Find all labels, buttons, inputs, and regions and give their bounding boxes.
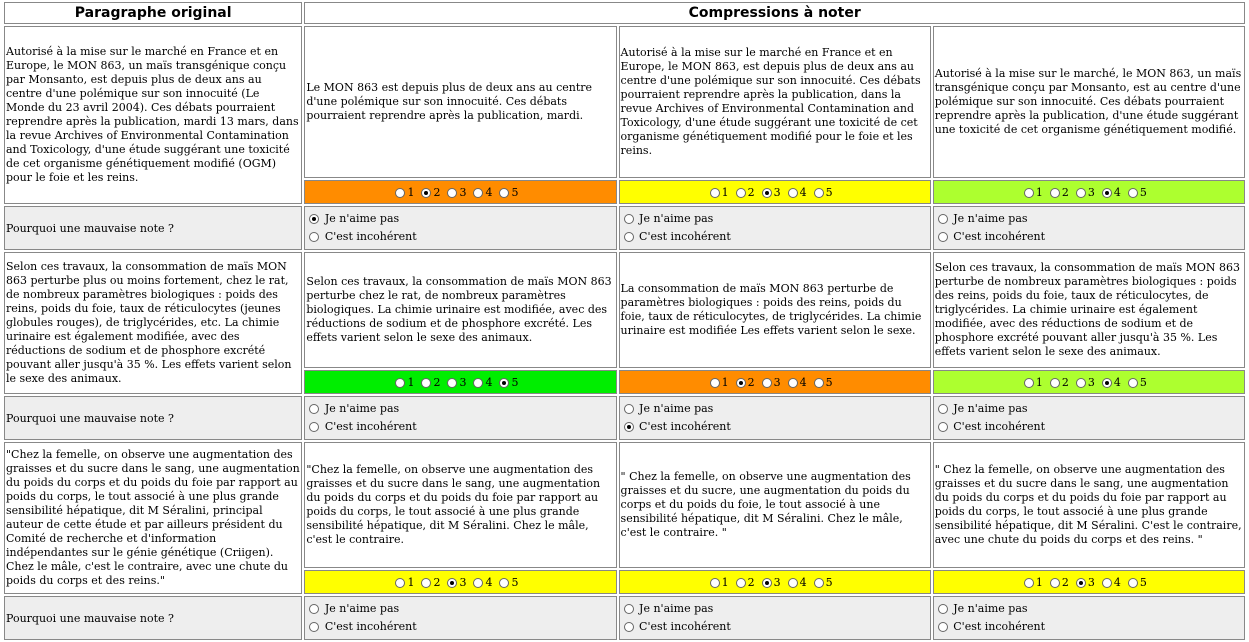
rating-option-5[interactable]	[499, 576, 518, 589]
rating-radio[interactable]	[1024, 378, 1034, 388]
reason-radio[interactable]	[624, 604, 634, 614]
rating-option-3[interactable]	[762, 576, 781, 589]
rating-radio[interactable]	[395, 188, 405, 198]
rating-label: 2	[433, 575, 441, 589]
reason-radio[interactable]	[309, 604, 319, 614]
rating-radio[interactable]	[421, 578, 431, 588]
reason-label: Je n'aime pas	[953, 212, 1028, 225]
rating-option-5[interactable]	[499, 376, 518, 389]
rating-option-5[interactable]	[814, 376, 833, 389]
original-paragraph: Selon ces travaux, la consommation de maïs MON 863 perturbe plus ou moins fortement, chez le rat, de nombreux paramètres biologiques : poids des reins, poids du foie, taux de réticulocytes (jeunes globules rouges), de triglycérides, etc. La chimie urinaire est également modifiée, avec des réductions de sodium et de phosphore excrété pouvant aller jusqu'à 35 %. Les effets varient selon le sexe des animaux.	[4, 252, 302, 394]
rating-cell	[933, 570, 1245, 594]
rating-radio[interactable]	[762, 578, 772, 588]
rating-label: 1	[721, 185, 729, 199]
reason-radio[interactable]	[309, 422, 319, 432]
reason-radio[interactable]	[938, 422, 948, 432]
rating-label: 1	[1035, 375, 1043, 389]
original-paragraph: "Chez la femelle, on observe une augmentation des graisses et du sucre dans le sang, une augmentation du poids du corps et du poids du foie par rapport au poids du corps, le tout associé à une plus grande sensibilité hépatique, dit M Séralini, principal auteur de cette étude et par ailleurs président du Comité de recherche et d'information indépendantes sur le génie génétique (Criigen). Chez le mâle, c'est le contraire, avec une chute du poids du corps et des reins."	[4, 442, 302, 594]
rating-radio[interactable]	[1128, 378, 1138, 388]
reason-options	[933, 596, 1245, 640]
rating-option-1[interactable]	[395, 376, 414, 389]
rating-label: 5	[511, 575, 519, 589]
rating-label: 2	[747, 575, 755, 589]
rating-label: 4	[799, 185, 807, 199]
rating-radio[interactable]	[395, 378, 405, 388]
rating-label: 4	[799, 375, 807, 389]
rating-radio[interactable]	[736, 188, 746, 198]
reason-option[interactable]	[624, 418, 926, 436]
rating-label: 1	[407, 375, 415, 389]
rating-option-2[interactable]	[736, 576, 755, 589]
rating-option-1[interactable]	[395, 186, 414, 199]
rating-option-1[interactable]	[1024, 576, 1043, 589]
rating-radio[interactable]	[499, 188, 509, 198]
rating-radio[interactable]	[421, 378, 431, 388]
rating-option-5[interactable]	[1128, 186, 1147, 199]
reason-radio[interactable]	[309, 622, 319, 632]
rating-label: 3	[1087, 185, 1095, 199]
rating-option-3[interactable]	[1076, 576, 1095, 589]
header-compressions: Compressions à noter	[304, 2, 1245, 24]
reason-radio[interactable]	[309, 232, 319, 242]
rating-option-2[interactable]	[736, 186, 755, 199]
rating-radio[interactable]	[447, 578, 457, 588]
reason-label: C'est incohérent	[639, 230, 731, 243]
rating-option-2[interactable]	[1050, 576, 1069, 589]
rating-radio[interactable]	[1076, 578, 1086, 588]
rating-option-2[interactable]	[1050, 376, 1069, 389]
rating-cell	[933, 370, 1245, 394]
rating-label: 4	[799, 575, 807, 589]
compression-text: Autorisé à la mise sur le marché en France et en Europe, le MON 863, est depuis plus de deux ans au centre d'une polémique sur son innocuité. Ces débats pourraient reprendre après la publication, dans la revue Archives of Environmental Contamination and Toxicology, d'une étude suggérant une toxicité de cet organisme génétiquement modifié pour le foie et les reins.	[619, 26, 931, 178]
rating-radio[interactable]	[1050, 378, 1060, 388]
rating-radio[interactable]	[1128, 188, 1138, 198]
reason-options	[304, 596, 616, 640]
reason-option[interactable]	[309, 418, 611, 436]
rating-cell	[304, 570, 616, 594]
reason-radio[interactable]	[309, 214, 319, 224]
rating-option-3[interactable]	[447, 186, 466, 199]
rating-label: 2	[1061, 575, 1069, 589]
rating-radio[interactable]	[499, 378, 509, 388]
rating-radio[interactable]	[1128, 578, 1138, 588]
compression-text: "Chez la femelle, on observe une augmentation des graisses et du sucre dans le sang, une augmentation du poids du corps et du poids du foie par rapport au poids du corps, le tout associé à une plus grande sensibilité hépatique, dit M Séralini. Chez le mâle, c'est le contraire.	[304, 442, 616, 568]
compression-text: Autorisé à la mise sur le marché, le MON 863, un maïs transgénique conçu par Monsanto, est au centre d'une polémique sur son innocuité. Ces débats pourraient reprendre après la publication, d'une étude suggérant une toxicité de cet organisme génétiquement modifié.	[933, 26, 1245, 178]
rating-radio[interactable]	[762, 378, 772, 388]
rating-option-4[interactable]	[788, 376, 807, 389]
rating-label: 3	[459, 575, 467, 589]
reason-options	[619, 596, 931, 640]
reason-option[interactable]	[938, 618, 1240, 636]
rating-radio[interactable]	[788, 188, 798, 198]
why-label: Pourquoi une mauvaise note ?	[4, 206, 302, 250]
rating-option-3[interactable]	[447, 376, 466, 389]
rating-option-4[interactable]	[788, 576, 807, 589]
rating-option-3[interactable]	[1076, 376, 1095, 389]
rating-radio[interactable]	[447, 188, 457, 198]
reason-option[interactable]	[309, 210, 611, 228]
rating-option-1[interactable]	[1024, 376, 1043, 389]
original-paragraph: Autorisé à la mise sur le marché en France et en Europe, le MON 863, un maïs transgénique conçu par Monsanto, est depuis plus de deux ans au centre d'une polémique sur son innocuité (Le Monde du 23 avril 2004). Ces débats pourraient reprendre après la publication, mardi 13 mars, dans la revue Archives of Environmental Contamination and Toxicology, d'une étude suggérant une toxicité de cet organisme génétiquement modifié (OGM) pour le foie et les reins.	[4, 26, 302, 204]
reason-options	[304, 396, 616, 440]
reason-option[interactable]	[624, 400, 926, 418]
rating-label: 5	[511, 185, 519, 199]
reason-option[interactable]	[938, 228, 1240, 246]
rating-label: 1	[1035, 575, 1043, 589]
rating-label: 1	[721, 575, 729, 589]
rating-label: 5	[825, 575, 833, 589]
reason-radio[interactable]	[624, 214, 634, 224]
rating-cell	[619, 570, 931, 594]
reason-options	[933, 396, 1245, 440]
rating-radio[interactable]	[1024, 578, 1034, 588]
rating-radio[interactable]	[814, 578, 824, 588]
rating-radio[interactable]	[736, 578, 746, 588]
rating-cell	[933, 180, 1245, 204]
rating-label: 3	[1087, 375, 1095, 389]
rating-label: 5	[825, 375, 833, 389]
rating-option-4[interactable]	[1102, 576, 1121, 589]
reason-label: C'est incohérent	[639, 620, 731, 633]
rating-option-1[interactable]	[1024, 186, 1043, 199]
rating-radio[interactable]	[710, 578, 720, 588]
rating-radio[interactable]	[1050, 578, 1060, 588]
reason-option[interactable]	[309, 618, 611, 636]
reason-options	[619, 396, 931, 440]
rating-option-4[interactable]	[473, 376, 492, 389]
rating-label: 3	[1087, 575, 1095, 589]
reason-radio[interactable]	[938, 622, 948, 632]
reason-option[interactable]	[624, 210, 926, 228]
reason-option[interactable]	[624, 618, 926, 636]
rating-radio[interactable]	[1024, 188, 1034, 198]
rating-radio[interactable]	[814, 188, 824, 198]
rating-radio[interactable]	[710, 188, 720, 198]
rating-label: 4	[485, 575, 493, 589]
rating-label: 1	[407, 185, 415, 199]
reason-label: C'est incohérent	[953, 420, 1046, 433]
rating-radio[interactable]	[788, 378, 798, 388]
rating-radio[interactable]	[788, 578, 798, 588]
reason-label: C'est incohérent	[953, 230, 1046, 243]
reason-radio[interactable]	[938, 404, 948, 414]
rating-option-2[interactable]	[421, 186, 440, 199]
rating-label: 2	[747, 185, 755, 199]
rating-label: 2	[433, 375, 441, 389]
compression-text: " Chez la femelle, on observe une augmentation des graisses et du sucre dans le sang, une augmentation du poids du corps et du poids du foie par rapport au poids du corps, le tout associé à une plus grande sensibilité hépatique, dit M Séralini. C'est le contraire, avec une chute du poids du corps et des reins. "	[933, 442, 1245, 568]
why-label: Pourquoi une mauvaise note ?	[4, 396, 302, 440]
reason-label: C'est incohérent	[324, 230, 417, 243]
reason-option[interactable]	[938, 418, 1240, 436]
rating-option-5[interactable]	[814, 576, 833, 589]
reason-label: Je n'aime pas	[953, 602, 1028, 615]
rating-option-2[interactable]	[736, 376, 755, 389]
rating-radio[interactable]	[447, 378, 457, 388]
rating-radio[interactable]	[1102, 378, 1112, 388]
reason-radio[interactable]	[624, 232, 634, 242]
rating-label: 4	[1113, 575, 1121, 589]
rating-option-2[interactable]	[1050, 186, 1069, 199]
reason-option[interactable]	[624, 600, 926, 618]
reason-radio[interactable]	[624, 422, 634, 432]
rating-option-4[interactable]	[1102, 376, 1121, 389]
rating-option-3[interactable]	[762, 376, 781, 389]
rating-cell	[304, 180, 616, 204]
rating-option-2[interactable]	[421, 376, 440, 389]
reason-option[interactable]	[309, 228, 611, 246]
reason-label: Je n'aime pas	[953, 402, 1028, 415]
reason-radio[interactable]	[938, 232, 948, 242]
reason-radio[interactable]	[938, 604, 948, 614]
compression-text: La consommation de maïs MON 863 perturbe de paramètres biologiques : poids des reins, poids du foie, taux de réticulocytes, de triglycérides. La chimie urinaire est modifiée Les effets varient selon le sexe.	[619, 252, 931, 368]
rating-label: 4	[1113, 375, 1121, 389]
rating-radio[interactable]	[762, 188, 772, 198]
reason-option[interactable]	[938, 600, 1240, 618]
compression-text: Selon ces travaux, la consommation de maïs MON 863 perturbe de nombreux paramètres biologiques : poids des reins, poids du foie, taux de réticulocytes, de triglycérides. La chimie urinaire est également modifiée, avec des réductions de sodium et de phosphore excrété pouvant aller jusqu'à 35 %. Les effets varient selon le sexe des animaux.	[933, 252, 1245, 368]
rating-radio[interactable]	[814, 378, 824, 388]
rating-label: 3	[459, 375, 467, 389]
rating-label: 5	[1139, 375, 1147, 389]
rating-option-1[interactable]	[395, 576, 414, 589]
rating-option-3[interactable]	[762, 186, 781, 199]
why-label: Pourquoi une mauvaise note ?	[4, 596, 302, 640]
rating-label: 3	[459, 185, 467, 199]
reason-option[interactable]	[309, 400, 611, 418]
rating-label: 4	[1113, 185, 1121, 199]
reason-radio[interactable]	[309, 404, 319, 414]
rating-option-1[interactable]	[710, 186, 729, 199]
rating-radio[interactable]	[473, 188, 483, 198]
rating-option-5[interactable]	[814, 186, 833, 199]
rating-label: 5	[1139, 575, 1147, 589]
rating-option-5[interactable]	[1128, 376, 1147, 389]
rating-radio[interactable]	[421, 188, 431, 198]
rating-table	[2, 0, 1247, 642]
rating-radio[interactable]	[736, 378, 746, 388]
rating-label: 1	[721, 375, 729, 389]
rating-option-5[interactable]	[499, 186, 518, 199]
rating-label: 2	[433, 185, 441, 199]
reason-label: C'est incohérent	[324, 620, 417, 633]
rating-label: 1	[407, 575, 415, 589]
rating-label: 3	[773, 375, 781, 389]
rating-option-5[interactable]	[1128, 576, 1147, 589]
rating-option-1[interactable]	[710, 376, 729, 389]
rating-option-4[interactable]	[473, 576, 492, 589]
rating-option-3[interactable]	[1076, 186, 1095, 199]
reason-radio[interactable]	[938, 214, 948, 224]
rating-radio[interactable]	[710, 378, 720, 388]
header-original: Paragraphe original	[4, 2, 302, 24]
reason-option[interactable]	[938, 210, 1240, 228]
reason-label: Je n'aime pas	[324, 212, 400, 225]
rating-label: 4	[485, 185, 493, 199]
rating-label: 4	[485, 375, 493, 389]
rating-label: 3	[773, 185, 781, 199]
rating-radio[interactable]	[1102, 188, 1112, 198]
rating-label: 2	[1061, 375, 1069, 389]
rating-label: 1	[1035, 185, 1043, 199]
reason-option[interactable]	[938, 400, 1240, 418]
rating-option-4[interactable]	[1102, 186, 1121, 199]
compression-text: Selon ces travaux, la consommation de maïs MON 863 perturbe chez le rat, de nombreux paramètres biologiques. La chimie urinaire est modifiée, avec des réductions de sodium et de phosphore excrété. Les effets varient selon le sexe des animaux.	[304, 252, 616, 368]
rating-cell	[619, 180, 931, 204]
reason-label: Je n'aime pas	[639, 212, 714, 225]
reason-label: Je n'aime pas	[324, 602, 400, 615]
reason-label: C'est incohérent	[953, 620, 1046, 633]
rating-label: 2	[747, 375, 755, 389]
reason-label: C'est incohérent	[324, 420, 417, 433]
rating-option-1[interactable]	[710, 576, 729, 589]
rating-label: 5	[511, 375, 519, 389]
rating-cell	[304, 370, 616, 394]
rating-radio[interactable]	[1050, 188, 1060, 198]
rating-label: 5	[825, 185, 833, 199]
rating-radio[interactable]	[1076, 378, 1086, 388]
rating-option-3[interactable]	[447, 576, 466, 589]
reason-label: Je n'aime pas	[324, 402, 400, 415]
rating-radio[interactable]	[499, 578, 509, 588]
compression-text: Le MON 863 est depuis plus de deux ans au centre d'une polémique sur son innocuité. Ces débats pourraient reprendre après la publication, mardi.	[304, 26, 616, 178]
rating-option-2[interactable]	[421, 576, 440, 589]
reason-options	[304, 206, 616, 250]
compression-text: " Chez la femelle, on observe une augmentation des graisses et du sucre, une augmentation du poids du corps et du poids du foie, le tout associé à une sensibilité hépatique, dit M Séralini. Chez le mâle, c'est le contraire. "	[619, 442, 931, 568]
rating-option-4[interactable]	[473, 186, 492, 199]
rating-label: 5	[1139, 185, 1147, 199]
rating-label: 2	[1061, 185, 1069, 199]
rating-radio[interactable]	[473, 578, 483, 588]
reason-options	[619, 206, 931, 250]
reason-option[interactable]	[624, 228, 926, 246]
rating-cell	[619, 370, 931, 394]
reason-label: C'est incohérent	[639, 420, 731, 433]
rating-label: 3	[773, 575, 781, 589]
reason-label: Je n'aime pas	[639, 402, 714, 415]
rating-radio[interactable]	[1076, 188, 1086, 198]
reason-label: Je n'aime pas	[639, 602, 714, 615]
rating-radio[interactable]	[1102, 578, 1112, 588]
reason-radio[interactable]	[624, 622, 634, 632]
reason-radio[interactable]	[624, 404, 634, 414]
reason-options	[933, 206, 1245, 250]
reason-option[interactable]	[309, 600, 611, 618]
rating-radio[interactable]	[473, 378, 483, 388]
rating-radio[interactable]	[395, 578, 405, 588]
rating-option-4[interactable]	[788, 186, 807, 199]
